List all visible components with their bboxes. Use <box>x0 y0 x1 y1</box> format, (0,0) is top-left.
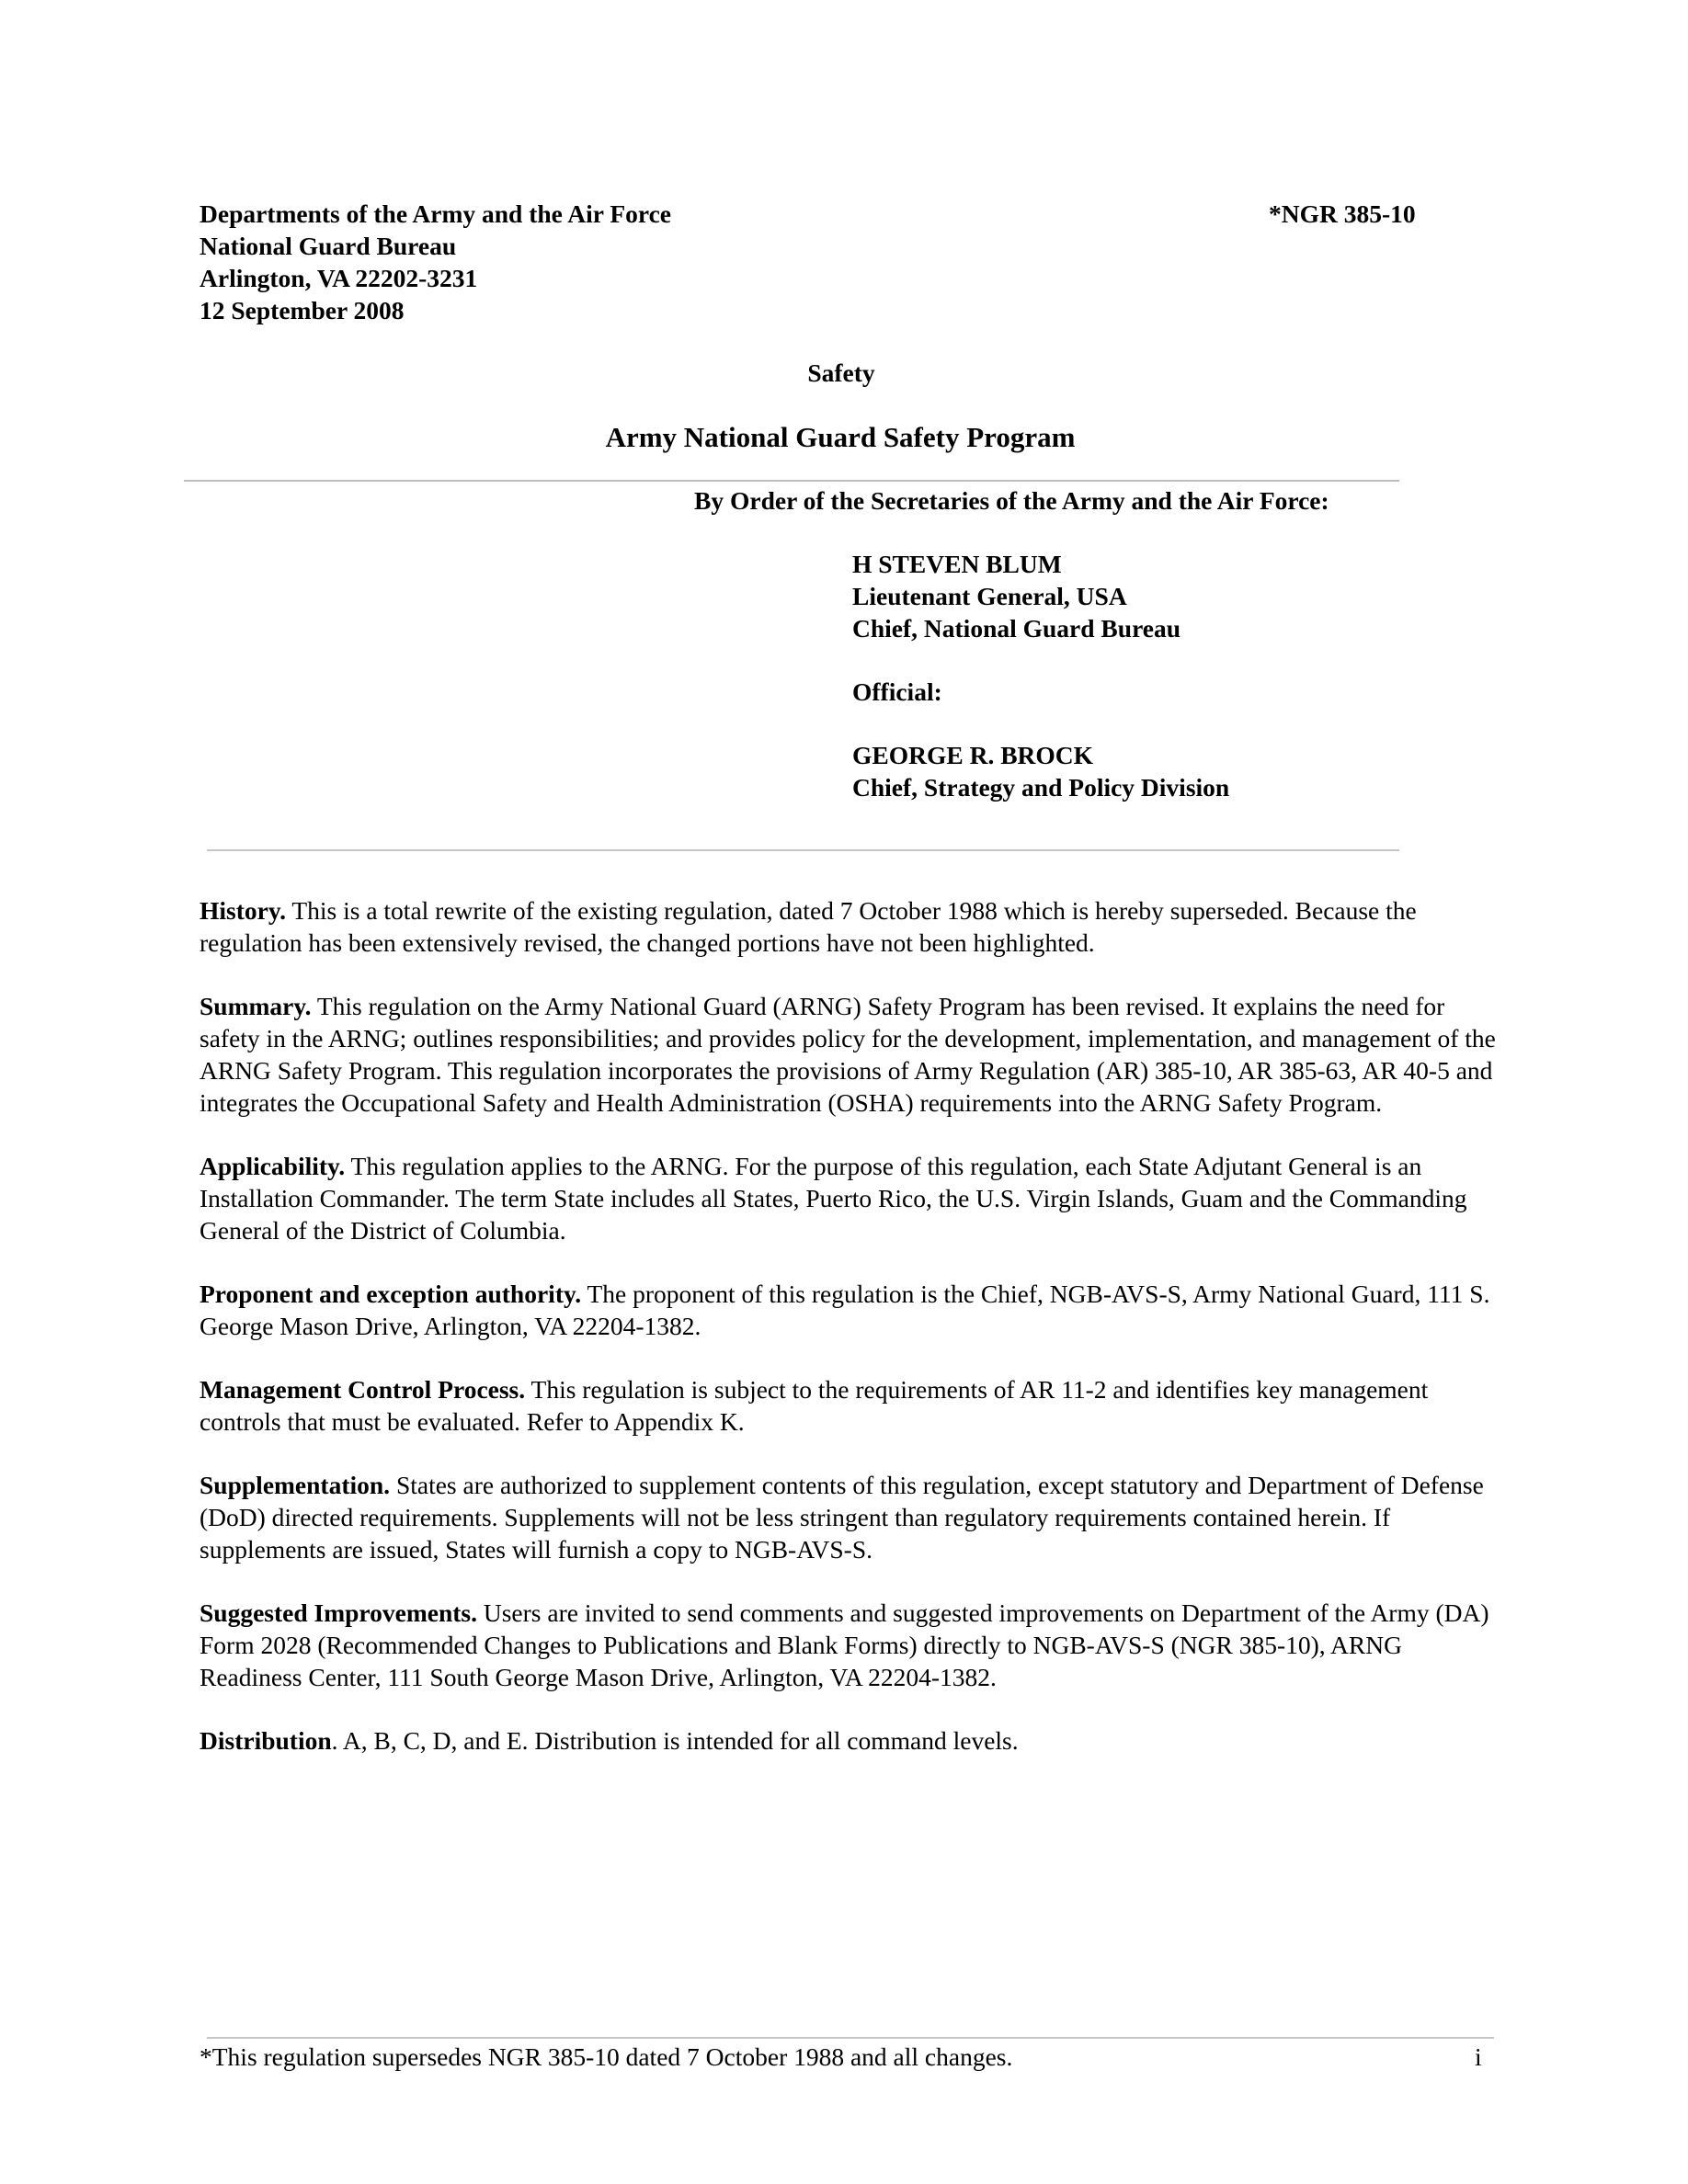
section-text: This regulation is subject to the requirements of AR 11-2 and identifies key management controls that must be evaluated. Refer to Appendix K. <box>200 1375 1429 1436</box>
signer-title: Chief, National Guard Bureau <box>852 614 1181 643</box>
section-management-control <box>200 1373 1496 1438</box>
section-heading: Distribution <box>200 1726 332 1755</box>
section-text: The proponent of this regulation is the Chief, NGB-AVS-S, Army National Guard, 111 S. George Mason Drive, Arlington, VA 22204-1382. <box>200 1280 1490 1340</box>
section-text: This regulation applies to the ARNG. For the purpose of this regulation, each State Adjutant General is an Installation Commander. The term State includes all States, Puerto Rico, the U.S. Virgin Islands, Guam and the Commanding General of the District of Columbia. <box>200 1152 1467 1245</box>
section-text: States are authorized to supplement contents of this regulation, except statutory and Department of Defense (DoD) directed requirements. Supplements will not be less stringent than regulatory requirements contained herein. If supplements are issued, States will furnish a copy to NGB-AVS-S. <box>200 1471 1484 1564</box>
section-supplementation <box>200 1469 1496 1565</box>
section-distribution <box>200 1724 1496 1757</box>
footer-divider <box>207 2037 1494 2039</box>
org-line-1: Departments of the Army and the Air Force <box>200 199 671 228</box>
official-label: Official: <box>852 677 942 706</box>
org-address: Arlington, VA 22202-3231 <box>200 264 478 292</box>
signer-name: H STEVEN BLUM <box>852 550 1062 578</box>
footnote: *This regulation supersedes NGR 385-10 dated 7 October 1988 and all changes. <box>200 2042 1013 2071</box>
section-heading: Supplementation. <box>200 1471 391 1499</box>
section-heading: History. <box>200 896 286 925</box>
document-title <box>0 419 1688 456</box>
issue-date: 12 September 2008 <box>200 296 405 324</box>
section-history <box>200 894 1496 959</box>
divider-middle <box>207 849 1399 851</box>
signature-spacer <box>852 644 1229 676</box>
by-order-line: By Order of the Secretaries of the Army and the Air Force: <box>694 486 1329 515</box>
divider-top <box>184 480 1399 482</box>
org-line-2: National Guard Bureau <box>200 232 457 260</box>
official-name: GEORGE R. BROCK <box>852 741 1094 769</box>
document-category-text: Safety <box>807 358 875 387</box>
signature-block <box>852 548 1229 803</box>
page-number: i <box>1475 2042 1482 2071</box>
regulation-summary-sections <box>200 894 1496 1788</box>
signature-spacer <box>852 708 1229 739</box>
section-text: This is a total rewrite of the existing regulation, dated 7 October 1988 which is hereby superseded. Because the regulation has been extensively revised, the changed portions have not been highlighted. <box>200 896 1417 957</box>
section-text: This regulation on the Army National Guard (ARNG) Safety Program has been revised. It explains the need for safety in the ARNG; outlines responsibilities; and provides policy for the development, implementation, and management of the ARNG Safety Program. This regulation incorporates the provisions of Army Regulation (AR) 385-10, AR 385-63, AR 40-5 and integrates the Occupational Safety and Health Administration (OSHA) requirements into the ARNG Safety Program. <box>200 992 1496 1117</box>
section-text: Users are invited to send comments and suggested improvements on Department of the Army (DA) Form 2028 (Recommended Changes to Publications and Blank Forms) directly to NGB-AVS-S (NGR 385-10), ARNG Readiness Center, 111 South George Mason Drive, Arlington, VA 22204-1382. <box>200 1598 1489 1691</box>
section-suggested-improvements <box>200 1597 1496 1693</box>
section-applicability <box>200 1150 1496 1246</box>
signer-rank: Lieutenant General, USA <box>852 582 1127 610</box>
document-number: *NGR 385-10 <box>1269 199 1416 228</box>
official-title: Chief, Strategy and Policy Division <box>852 773 1230 802</box>
section-heading: Summary. <box>200 992 312 1020</box>
section-heading: Suggested Improvements. <box>200 1598 477 1627</box>
section-heading: Applicability. <box>200 1152 346 1180</box>
section-heading: Proponent and exception authority. <box>200 1280 582 1308</box>
document-title-text: Army National Guard Safety Program <box>605 421 1076 453</box>
section-summary <box>200 990 1496 1119</box>
section-heading: Management Control Process. <box>200 1375 526 1404</box>
section-text: . A, B, C, D, and E. Distribution is intended for all command levels. <box>331 1726 1019 1755</box>
issuing-organization-block <box>200 198 671 326</box>
section-proponent <box>200 1278 1496 1342</box>
document-category <box>0 357 1688 389</box>
